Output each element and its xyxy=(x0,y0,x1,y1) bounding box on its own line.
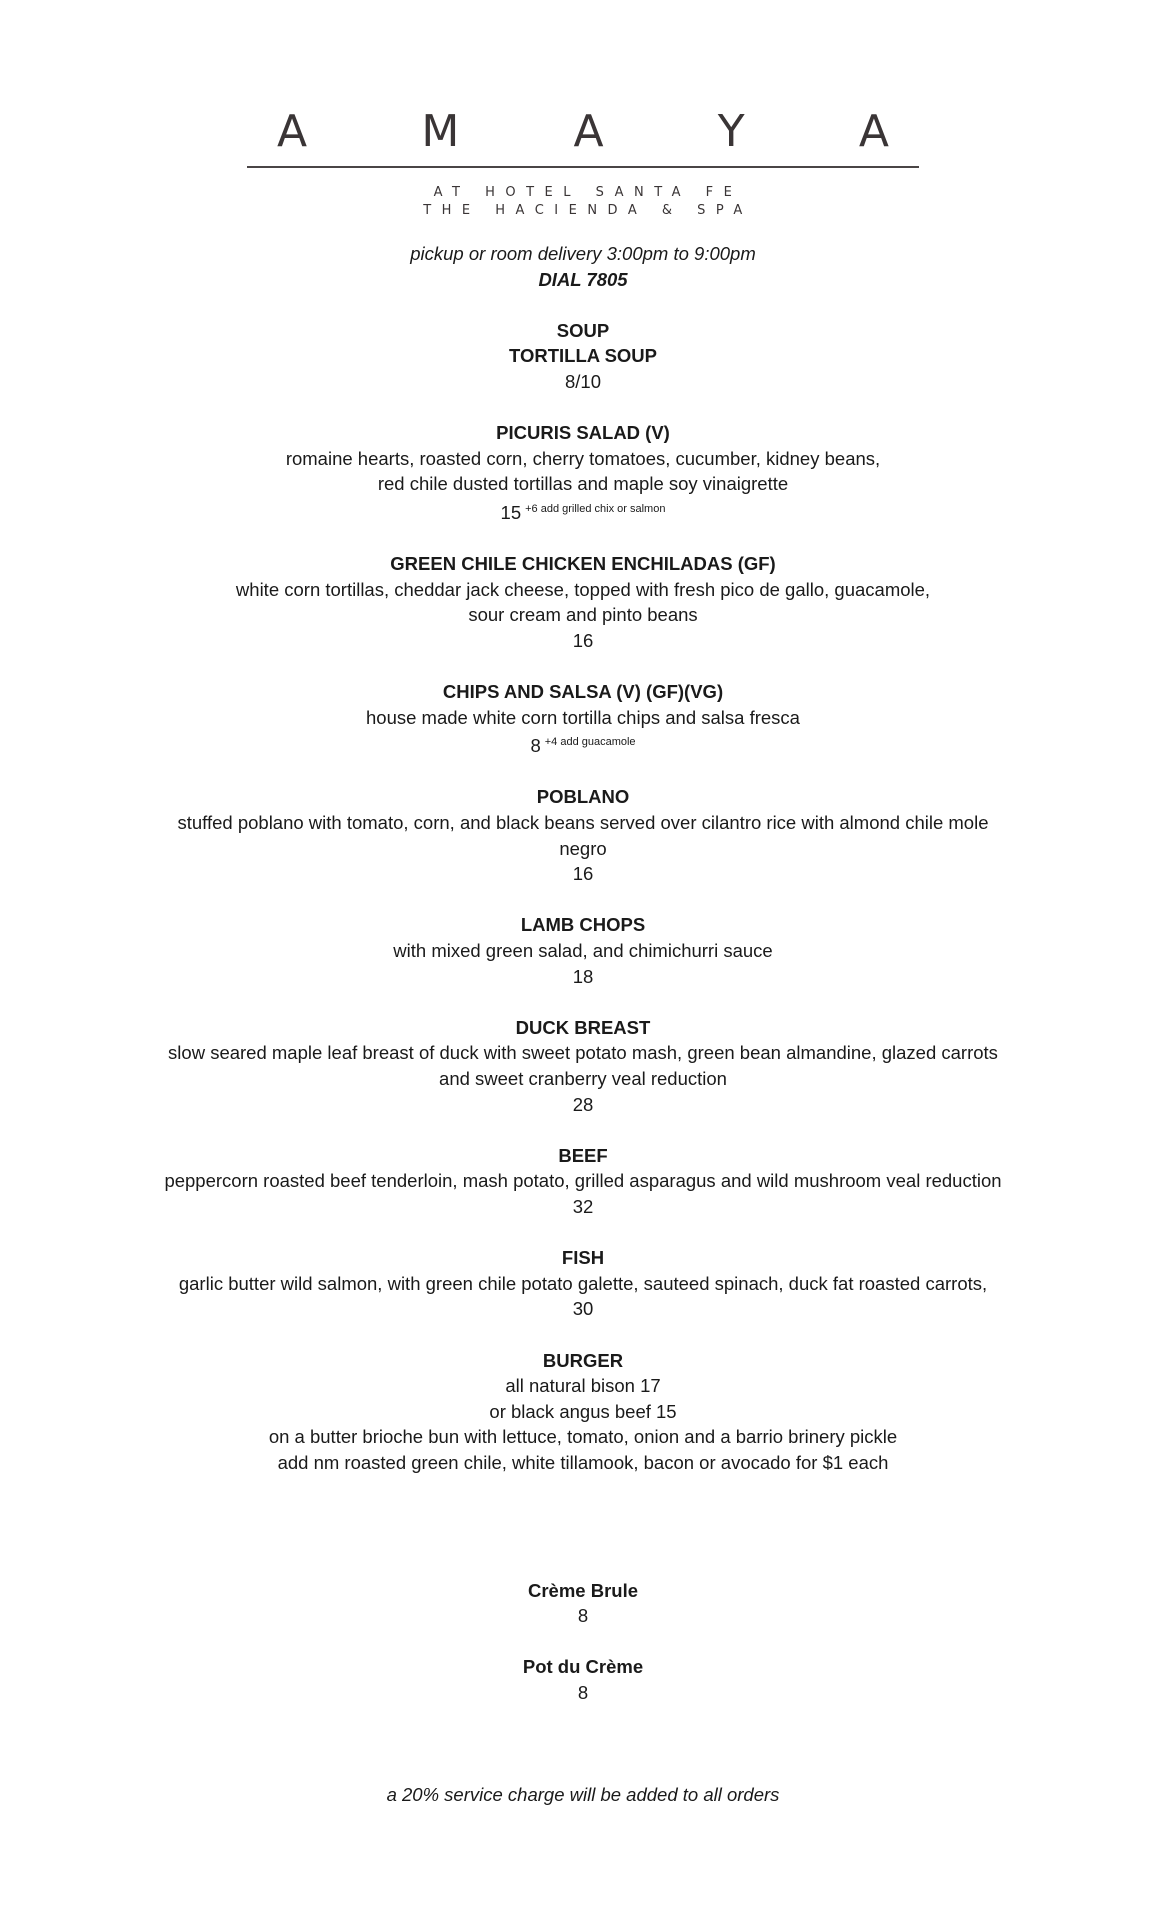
picuris-salad-desc: red chile dusted tortillas and maple soy vinaigrette xyxy=(377,473,789,495)
chips-salsa-desc: house made white corn tortilla chips and salsa fresca xyxy=(366,706,800,728)
pot-du-creme-name: Pot du Crème xyxy=(522,1656,644,1678)
logo-letter: A xyxy=(858,106,889,157)
beef-desc: peppercorn roasted beef tenderloin, mash potato, grilled asparagus and wild mushroom veal reduction xyxy=(164,1170,1002,1192)
logo-divider xyxy=(247,166,919,168)
tortilla-soup-price: 8/10 xyxy=(564,370,601,392)
pot-du-creme-price: 8 xyxy=(577,1681,589,1703)
fish-desc: garlic butter wild salmon, with green chile potato galette, sauteed spinach, duck fat roasted carrots, xyxy=(178,1272,988,1294)
menu-content xyxy=(0,241,1166,1808)
enchiladas-price: 16 xyxy=(572,629,594,651)
service-charge-note: a 20% service charge will be added to all orders xyxy=(386,1784,780,1806)
creme-brule-name: Crème Brule xyxy=(527,1579,638,1601)
poblano-desc: stuffed poblano with tomato, corn, and black beans served over cilantro rice with almond chile mole xyxy=(177,812,989,834)
duck-breast-desc: slow seared maple leaf breast of duck with sweet potato mash, green bean almandine, glazed carrots xyxy=(168,1042,998,1064)
burger-bison: all natural bison 17 xyxy=(505,1375,661,1397)
duck-breast-desc: and sweet cranberry veal reduction xyxy=(439,1068,727,1089)
beef-name: BEEF xyxy=(558,1144,608,1166)
chips-salsa-price: 8 xyxy=(530,735,541,757)
picuris-salad-addon: +6 add grilled chix or salmon xyxy=(525,502,666,515)
fish-price: 30 xyxy=(572,1298,594,1320)
duck-breast-name: DUCK BREAST xyxy=(515,1016,651,1038)
logo-subtitle-line2: THE HACIENDA & SPA xyxy=(423,203,753,218)
lamb-chops-desc: with mixed green salad, and chimichurri sauce xyxy=(393,940,773,962)
fish-name: FISH xyxy=(561,1247,605,1269)
beef-price: 32 xyxy=(572,1195,594,1217)
tortilla-soup-name: TORTILLA SOUP xyxy=(509,345,657,367)
burger-addons: add nm roasted green chile, white tillamook, bacon or avocado for $1 each xyxy=(277,1451,889,1473)
lamb-chops-name: LAMB CHOPS xyxy=(520,914,646,936)
logo-letter: A xyxy=(277,106,308,157)
burger-angus: or black angus beef 15 xyxy=(489,1400,677,1422)
chips-salsa-addon: +4 add guacamole xyxy=(544,736,636,749)
picuris-salad-price: 15 xyxy=(500,501,522,523)
enchiladas-desc: sour cream and pinto beans xyxy=(468,604,698,626)
burger-desc: on a butter brioche bun with lettuce, tomato, onion and a barrio brinery pickle xyxy=(268,1426,898,1448)
amaya-logo xyxy=(0,108,1166,220)
chips-salsa-name: CHIPS AND SALSA (V) (GF)(VG) xyxy=(442,681,724,703)
picuris-salad-price-row xyxy=(0,497,1166,526)
duck-breast-price: 28 xyxy=(572,1093,594,1115)
logo-letter: A xyxy=(573,106,604,157)
poblano-price: 16 xyxy=(572,863,594,885)
lamb-chops-price: 18 xyxy=(572,965,594,987)
chips-salsa-price-row xyxy=(0,730,1166,759)
logo-wordmark xyxy=(277,108,889,156)
enchiladas-desc: white corn tortillas, cheddar jack cheese, topped with fresh pico de gallo, guacamole, xyxy=(235,578,931,600)
logo-subtitle-line1: AT HOTEL SANTA FE xyxy=(433,185,743,200)
soup-section-title: SOUP xyxy=(556,319,610,341)
picuris-salad-desc: romaine hearts, roasted corn, cherry tomatoes, cucumber, kidney beans, xyxy=(285,447,881,469)
picuris-salad-name: PICURIS SALAD (V) xyxy=(496,422,670,444)
creme-brule-price: 8 xyxy=(577,1605,589,1627)
dial-number: DIAL 7805 xyxy=(538,268,628,290)
enchiladas-name: GREEN CHILE CHICKEN ENCHILADAS (GF) xyxy=(390,553,776,575)
service-hours: pickup or room delivery 3:00pm to 9:00pm xyxy=(410,243,756,264)
logo-letter: Y xyxy=(717,106,745,157)
burger-name: BURGER xyxy=(542,1349,624,1371)
poblano-name: POBLANO xyxy=(536,786,630,808)
logo-letter: M xyxy=(421,106,460,157)
poblano-desc: negro xyxy=(559,837,607,859)
